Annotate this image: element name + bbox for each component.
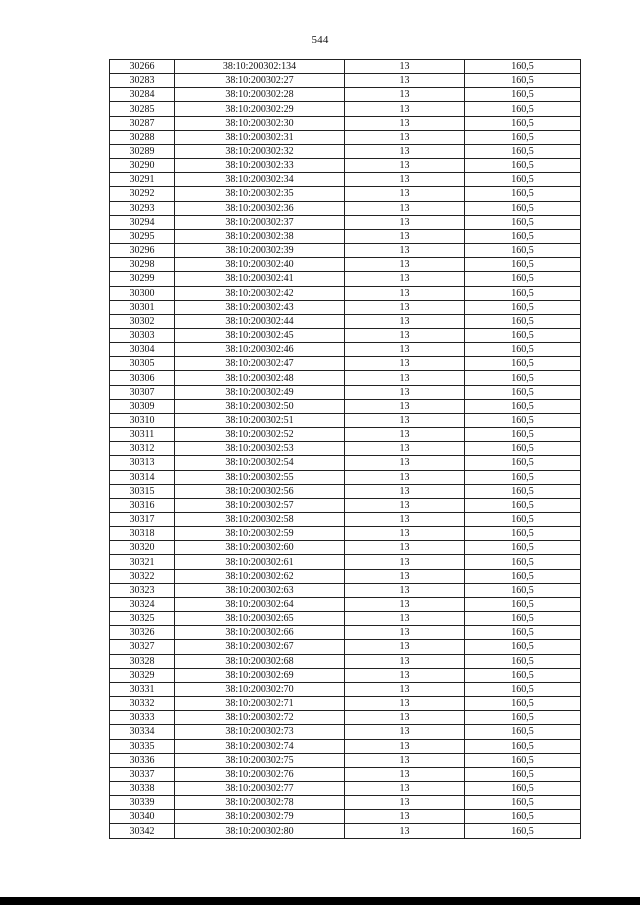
cadastral-number-cell: 38:10:200302:65 (175, 612, 345, 626)
value-cell: 160,5 (465, 244, 581, 258)
table-row (110, 725, 581, 739)
table-row (110, 357, 581, 371)
row-id-cell: 30336 (110, 753, 175, 767)
table-row (110, 187, 581, 201)
count-cell: 13 (345, 314, 465, 328)
table-row (110, 824, 581, 838)
table-row (110, 74, 581, 88)
count-cell: 13 (345, 215, 465, 229)
count-cell: 13 (345, 357, 465, 371)
table-row (110, 328, 581, 342)
row-id-cell: 30340 (110, 810, 175, 824)
count-cell: 13 (345, 484, 465, 498)
cadastral-number-cell: 38:10:200302:29 (175, 102, 345, 116)
cadastral-number-cell: 38:10:200302:48 (175, 371, 345, 385)
value-cell: 160,5 (465, 753, 581, 767)
table-row (110, 116, 581, 130)
row-id-cell: 30301 (110, 300, 175, 314)
count-cell: 13 (345, 102, 465, 116)
table-row (110, 555, 581, 569)
row-id-cell: 30342 (110, 824, 175, 838)
data-table-container (109, 59, 580, 839)
value-cell: 160,5 (465, 144, 581, 158)
row-id-cell: 30338 (110, 781, 175, 795)
count-cell: 13 (345, 527, 465, 541)
row-id-cell: 30284 (110, 88, 175, 102)
count-cell: 13 (345, 272, 465, 286)
cadastral-number-cell: 38:10:200302:63 (175, 583, 345, 597)
table-row (110, 597, 581, 611)
count-cell: 13 (345, 824, 465, 838)
row-id-cell: 30287 (110, 116, 175, 130)
count-cell: 13 (345, 300, 465, 314)
count-cell: 13 (345, 753, 465, 767)
cadastral-number-cell: 38:10:200302:60 (175, 541, 345, 555)
cadastral-number-cell: 38:10:200302:67 (175, 640, 345, 654)
count-cell: 13 (345, 682, 465, 696)
page-number: 544 (311, 34, 329, 46)
value-cell: 160,5 (465, 569, 581, 583)
count-cell: 13 (345, 697, 465, 711)
row-id-cell: 30303 (110, 328, 175, 342)
cadastral-number-cell: 38:10:200302:27 (175, 74, 345, 88)
cadastral-number-cell: 38:10:200302:50 (175, 399, 345, 413)
count-cell: 13 (345, 498, 465, 512)
row-id-cell: 30283 (110, 74, 175, 88)
cadastral-number-cell: 38:10:200302:43 (175, 300, 345, 314)
table-row (110, 173, 581, 187)
value-cell: 160,5 (465, 513, 581, 527)
table-row (110, 159, 581, 173)
value-cell: 160,5 (465, 541, 581, 555)
row-id-cell: 30316 (110, 498, 175, 512)
cadastral-number-cell: 38:10:200302:51 (175, 413, 345, 427)
cadastral-number-cell: 38:10:200302:28 (175, 88, 345, 102)
cadastral-number-cell: 38:10:200302:72 (175, 711, 345, 725)
value-cell: 160,5 (465, 442, 581, 456)
table-row (110, 130, 581, 144)
value-cell: 160,5 (465, 371, 581, 385)
row-id-cell: 30310 (110, 413, 175, 427)
count-cell: 13 (345, 60, 465, 74)
count-cell: 13 (345, 371, 465, 385)
table-row (110, 484, 581, 498)
table-row (110, 810, 581, 824)
row-id-cell: 30329 (110, 668, 175, 682)
cadastral-number-cell: 38:10:200302:77 (175, 781, 345, 795)
cadastral-number-cell: 38:10:200302:68 (175, 654, 345, 668)
cadastral-number-cell: 38:10:200302:73 (175, 725, 345, 739)
cadastral-number-cell: 38:10:200302:49 (175, 385, 345, 399)
count-cell: 13 (345, 640, 465, 654)
row-id-cell: 30334 (110, 725, 175, 739)
count-cell: 13 (345, 229, 465, 243)
value-cell: 160,5 (465, 116, 581, 130)
table-row (110, 102, 581, 116)
value-cell: 160,5 (465, 810, 581, 824)
cadastral-number-cell: 38:10:200302:35 (175, 187, 345, 201)
cadastral-number-cell: 38:10:200302:32 (175, 144, 345, 158)
cadastral-number-cell: 38:10:200302:53 (175, 442, 345, 456)
table-row (110, 668, 581, 682)
value-cell: 160,5 (465, 357, 581, 371)
value-cell: 160,5 (465, 102, 581, 116)
table-row (110, 442, 581, 456)
table-row (110, 428, 581, 442)
row-id-cell: 30299 (110, 272, 175, 286)
table-row (110, 470, 581, 484)
table-row (110, 711, 581, 725)
count-cell: 13 (345, 583, 465, 597)
value-cell: 160,5 (465, 626, 581, 640)
table-row (110, 541, 581, 555)
table-row (110, 767, 581, 781)
row-id-cell: 30326 (110, 626, 175, 640)
count-cell: 13 (345, 159, 465, 173)
row-id-cell: 30333 (110, 711, 175, 725)
value-cell: 160,5 (465, 654, 581, 668)
count-cell: 13 (345, 456, 465, 470)
row-id-cell: 30300 (110, 286, 175, 300)
cadastral-number-cell: 38:10:200302:34 (175, 173, 345, 187)
value-cell: 160,5 (465, 328, 581, 342)
cadastral-number-cell: 38:10:200302:52 (175, 428, 345, 442)
row-id-cell: 30304 (110, 343, 175, 357)
cadastral-number-cell: 38:10:200302:78 (175, 796, 345, 810)
row-id-cell: 30312 (110, 442, 175, 456)
table-row (110, 640, 581, 654)
table-row (110, 244, 581, 258)
row-id-cell: 30298 (110, 258, 175, 272)
cadastral-number-cell: 38:10:200302:71 (175, 697, 345, 711)
value-cell: 160,5 (465, 612, 581, 626)
table-row (110, 314, 581, 328)
value-cell: 160,5 (465, 527, 581, 541)
table-row (110, 583, 581, 597)
value-cell: 160,5 (465, 484, 581, 498)
row-id-cell: 30285 (110, 102, 175, 116)
value-cell: 160,5 (465, 796, 581, 810)
row-id-cell: 30289 (110, 144, 175, 158)
cadastral-number-cell: 38:10:200302:39 (175, 244, 345, 258)
cadastral-number-cell: 38:10:200302:45 (175, 328, 345, 342)
count-cell: 13 (345, 796, 465, 810)
count-cell: 13 (345, 201, 465, 215)
cadastral-number-cell: 38:10:200302:40 (175, 258, 345, 272)
cadastral-number-cell: 38:10:200302:44 (175, 314, 345, 328)
table-row (110, 272, 581, 286)
count-cell: 13 (345, 767, 465, 781)
value-cell: 160,5 (465, 201, 581, 215)
value-cell: 160,5 (465, 60, 581, 74)
row-id-cell: 30325 (110, 612, 175, 626)
table-row (110, 682, 581, 696)
count-cell: 13 (345, 711, 465, 725)
count-cell: 13 (345, 244, 465, 258)
value-cell: 160,5 (465, 159, 581, 173)
value-cell: 160,5 (465, 597, 581, 611)
table-row (110, 753, 581, 767)
row-id-cell: 30314 (110, 470, 175, 484)
row-id-cell: 30288 (110, 130, 175, 144)
row-id-cell: 30318 (110, 527, 175, 541)
cadastral-number-cell: 38:10:200302:30 (175, 116, 345, 130)
value-cell: 160,5 (465, 88, 581, 102)
value-cell: 160,5 (465, 470, 581, 484)
value-cell: 160,5 (465, 640, 581, 654)
value-cell: 160,5 (465, 739, 581, 753)
row-id-cell: 30317 (110, 513, 175, 527)
row-id-cell: 30328 (110, 654, 175, 668)
table-row (110, 343, 581, 357)
value-cell: 160,5 (465, 385, 581, 399)
count-cell: 13 (345, 385, 465, 399)
row-id-cell: 30305 (110, 357, 175, 371)
value-cell: 160,5 (465, 215, 581, 229)
table-row (110, 286, 581, 300)
row-id-cell: 30313 (110, 456, 175, 470)
cadastral-number-cell: 38:10:200302:74 (175, 739, 345, 753)
count-cell: 13 (345, 428, 465, 442)
count-cell: 13 (345, 739, 465, 753)
count-cell: 13 (345, 569, 465, 583)
count-cell: 13 (345, 810, 465, 824)
count-cell: 13 (345, 258, 465, 272)
row-id-cell: 30339 (110, 796, 175, 810)
value-cell: 160,5 (465, 498, 581, 512)
row-id-cell: 30331 (110, 682, 175, 696)
value-cell: 160,5 (465, 272, 581, 286)
cadastral-number-cell: 38:10:200302:58 (175, 513, 345, 527)
table-row (110, 697, 581, 711)
value-cell: 160,5 (465, 187, 581, 201)
value-cell: 160,5 (465, 343, 581, 357)
count-cell: 13 (345, 725, 465, 739)
value-cell: 160,5 (465, 229, 581, 243)
cadastral-number-cell: 38:10:200302:56 (175, 484, 345, 498)
cadastral-number-cell: 38:10:200302:54 (175, 456, 345, 470)
value-cell: 160,5 (465, 258, 581, 272)
table-row (110, 215, 581, 229)
row-id-cell: 30322 (110, 569, 175, 583)
cadastral-number-cell: 38:10:200302:64 (175, 597, 345, 611)
cadastral-number-cell: 38:10:200302:69 (175, 668, 345, 682)
cadastral-number-cell: 38:10:200302:31 (175, 130, 345, 144)
cadastral-number-cell: 38:10:200302:75 (175, 753, 345, 767)
row-id-cell: 30323 (110, 583, 175, 597)
cadastral-number-cell: 38:10:200302:36 (175, 201, 345, 215)
row-id-cell: 30332 (110, 697, 175, 711)
value-cell: 160,5 (465, 399, 581, 413)
cadastral-number-cell: 38:10:200302:62 (175, 569, 345, 583)
count-cell: 13 (345, 612, 465, 626)
cadastral-number-cell: 38:10:200302:47 (175, 357, 345, 371)
cadastral-number-cell: 38:10:200302:79 (175, 810, 345, 824)
row-id-cell: 30327 (110, 640, 175, 654)
table-row (110, 60, 581, 74)
table-row (110, 527, 581, 541)
count-cell: 13 (345, 130, 465, 144)
count-cell: 13 (345, 781, 465, 795)
count-cell: 13 (345, 470, 465, 484)
cadastral-number-cell: 38:10:200302:57 (175, 498, 345, 512)
count-cell: 13 (345, 187, 465, 201)
count-cell: 13 (345, 513, 465, 527)
count-cell: 13 (345, 116, 465, 130)
count-cell: 13 (345, 668, 465, 682)
cadastral-number-cell: 38:10:200302:41 (175, 272, 345, 286)
count-cell: 13 (345, 442, 465, 456)
count-cell: 13 (345, 286, 465, 300)
count-cell: 13 (345, 597, 465, 611)
table-row (110, 144, 581, 158)
row-id-cell: 30311 (110, 428, 175, 442)
table-row (110, 626, 581, 640)
count-cell: 13 (345, 88, 465, 102)
count-cell: 13 (345, 144, 465, 158)
count-cell: 13 (345, 328, 465, 342)
row-id-cell: 30324 (110, 597, 175, 611)
cadastral-number-cell: 38:10:200302:33 (175, 159, 345, 173)
table-row (110, 739, 581, 753)
table-row (110, 498, 581, 512)
count-cell: 13 (345, 74, 465, 88)
value-cell: 160,5 (465, 583, 581, 597)
row-id-cell: 30302 (110, 314, 175, 328)
cadastral-number-cell: 38:10:200302:80 (175, 824, 345, 838)
data-table (109, 59, 581, 839)
row-id-cell: 30320 (110, 541, 175, 555)
value-cell: 160,5 (465, 668, 581, 682)
table-row (110, 399, 581, 413)
count-cell: 13 (345, 173, 465, 187)
row-id-cell: 30321 (110, 555, 175, 569)
row-id-cell: 30290 (110, 159, 175, 173)
table-row (110, 258, 581, 272)
cadastral-number-cell: 38:10:200302:38 (175, 229, 345, 243)
value-cell: 160,5 (465, 413, 581, 427)
table-row (110, 569, 581, 583)
value-cell: 160,5 (465, 725, 581, 739)
value-cell: 160,5 (465, 555, 581, 569)
table-row (110, 385, 581, 399)
value-cell: 160,5 (465, 74, 581, 88)
row-id-cell: 30293 (110, 201, 175, 215)
value-cell: 160,5 (465, 300, 581, 314)
table-row (110, 796, 581, 810)
table-row (110, 300, 581, 314)
count-cell: 13 (345, 343, 465, 357)
cadastral-number-cell: 38:10:200302:61 (175, 555, 345, 569)
table-row (110, 371, 581, 385)
cadastral-number-cell: 38:10:200302:37 (175, 215, 345, 229)
table-row (110, 654, 581, 668)
value-cell: 160,5 (465, 767, 581, 781)
table-body (110, 60, 581, 839)
row-id-cell: 30296 (110, 244, 175, 258)
cadastral-number-cell: 38:10:200302:42 (175, 286, 345, 300)
value-cell: 160,5 (465, 314, 581, 328)
value-cell: 160,5 (465, 781, 581, 795)
cadastral-number-cell: 38:10:200302:76 (175, 767, 345, 781)
table-row (110, 413, 581, 427)
table-row (110, 229, 581, 243)
table-row (110, 781, 581, 795)
row-id-cell: 30295 (110, 229, 175, 243)
count-cell: 13 (345, 399, 465, 413)
row-id-cell: 30306 (110, 371, 175, 385)
value-cell: 160,5 (465, 824, 581, 838)
value-cell: 160,5 (465, 130, 581, 144)
value-cell: 160,5 (465, 286, 581, 300)
value-cell: 160,5 (465, 682, 581, 696)
row-id-cell: 30337 (110, 767, 175, 781)
value-cell: 160,5 (465, 711, 581, 725)
count-cell: 13 (345, 541, 465, 555)
scan-bottom-edge (0, 897, 640, 905)
row-id-cell: 30294 (110, 215, 175, 229)
row-id-cell: 30335 (110, 739, 175, 753)
count-cell: 13 (345, 555, 465, 569)
value-cell: 160,5 (465, 428, 581, 442)
value-cell: 160,5 (465, 173, 581, 187)
value-cell: 160,5 (465, 697, 581, 711)
row-id-cell: 30307 (110, 385, 175, 399)
cadastral-number-cell: 38:10:200302:134 (175, 60, 345, 74)
count-cell: 13 (345, 413, 465, 427)
cadastral-number-cell: 38:10:200302:66 (175, 626, 345, 640)
cadastral-number-cell: 38:10:200302:70 (175, 682, 345, 696)
value-cell: 160,5 (465, 456, 581, 470)
count-cell: 13 (345, 654, 465, 668)
table-row (110, 612, 581, 626)
cadastral-number-cell: 38:10:200302:59 (175, 527, 345, 541)
row-id-cell: 30315 (110, 484, 175, 498)
count-cell: 13 (345, 626, 465, 640)
table-row (110, 513, 581, 527)
table-row (110, 201, 581, 215)
row-id-cell: 30266 (110, 60, 175, 74)
cadastral-number-cell: 38:10:200302:55 (175, 470, 345, 484)
table-row (110, 456, 581, 470)
cadastral-number-cell: 38:10:200302:46 (175, 343, 345, 357)
row-id-cell: 30291 (110, 173, 175, 187)
row-id-cell: 30292 (110, 187, 175, 201)
table-row (110, 88, 581, 102)
row-id-cell: 30309 (110, 399, 175, 413)
